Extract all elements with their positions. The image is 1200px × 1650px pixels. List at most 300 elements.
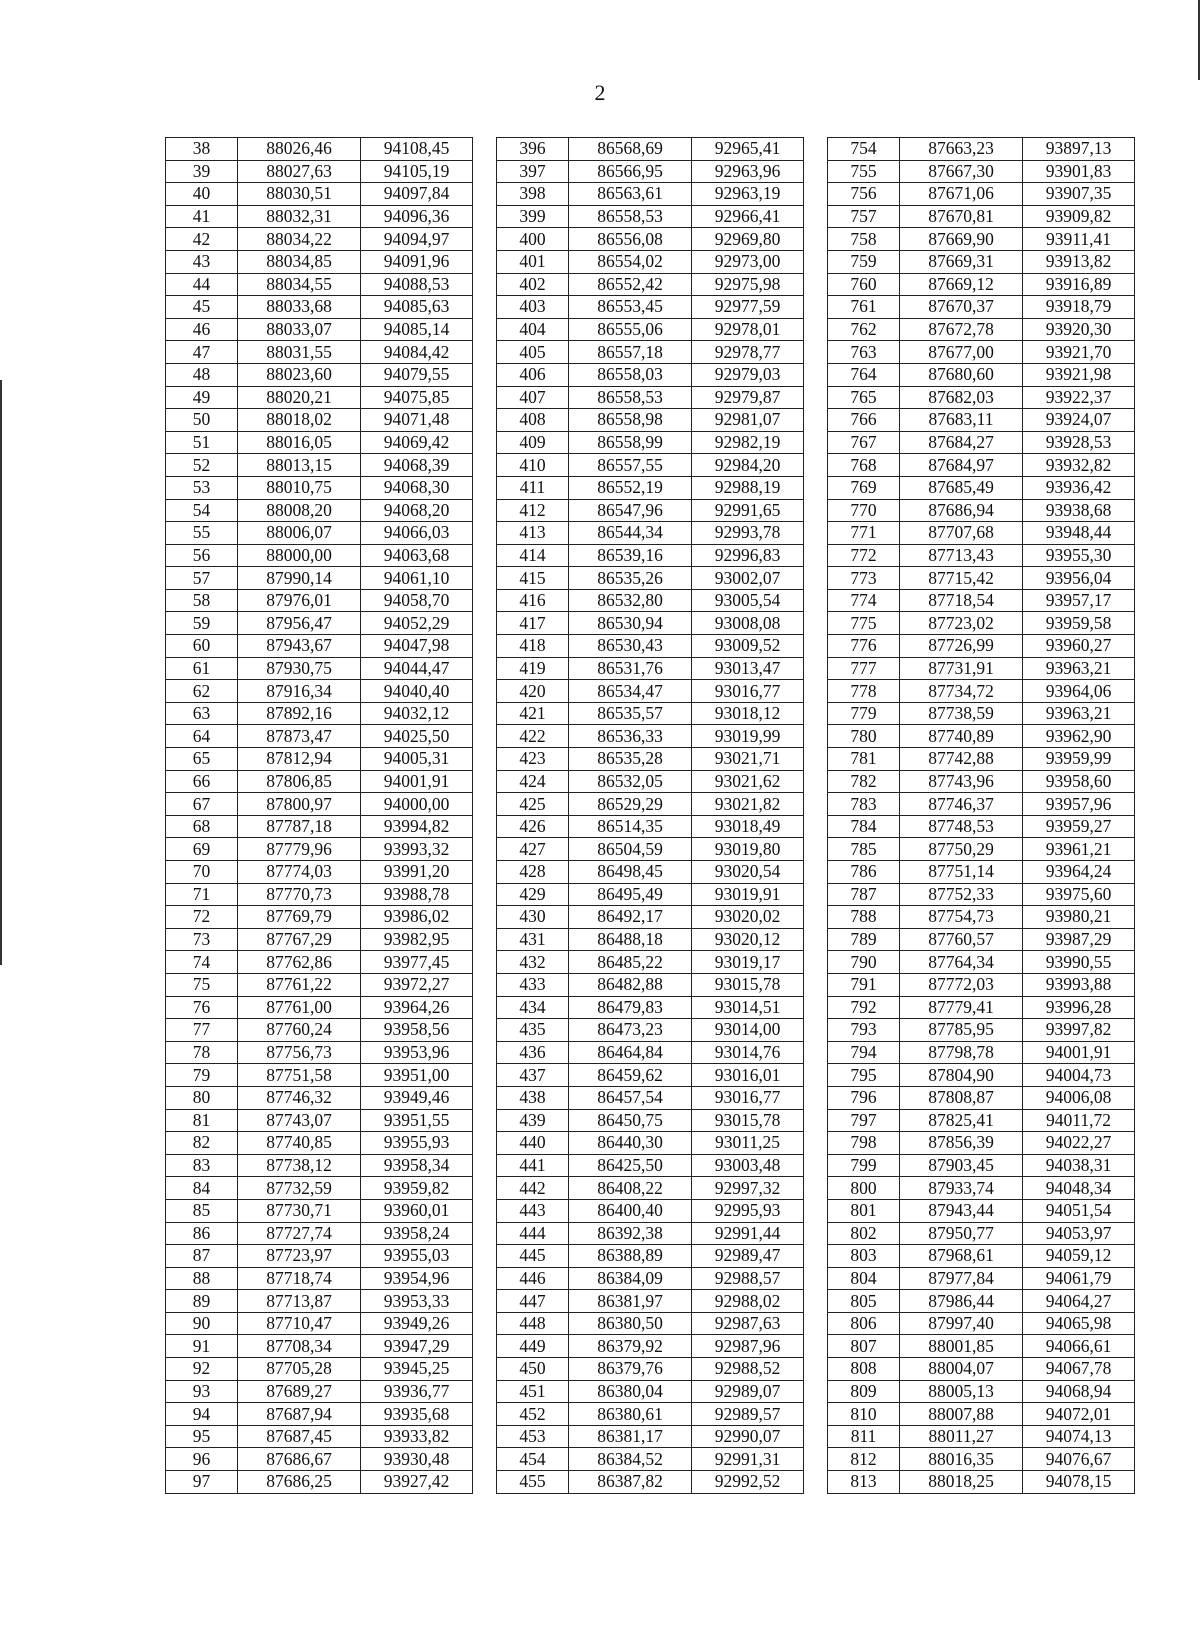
y-coordinate-cell: 92988,57: [692, 1267, 804, 1290]
x-coordinate-cell: 87671,06: [900, 183, 1023, 206]
y-coordinate-cell: 92992,52: [692, 1471, 804, 1494]
point-number-cell: 406: [497, 363, 569, 386]
y-coordinate-cell: 94097,84: [361, 183, 473, 206]
point-number-cell: 803: [828, 1245, 900, 1268]
table-row: [166, 386, 1135, 409]
y-coordinate-cell: 92963,19: [692, 183, 804, 206]
y-coordinate-cell: 93955,30: [1023, 544, 1135, 567]
column-group-gap: [804, 770, 828, 793]
y-coordinate-cell: 94108,45: [361, 138, 473, 161]
table-row: [166, 296, 1135, 319]
column-group-gap: [473, 250, 497, 273]
y-coordinate-cell: 94096,36: [361, 205, 473, 228]
column-group-gap: [473, 770, 497, 793]
y-coordinate-cell: 94038,31: [1023, 1154, 1135, 1177]
y-coordinate-cell: 93019,80: [692, 838, 804, 861]
y-coordinate-cell: 92981,07: [692, 409, 804, 432]
x-coordinate-cell: 86384,52: [569, 1448, 692, 1471]
point-number-cell: 789: [828, 928, 900, 951]
column-group-gap: [473, 1222, 497, 1245]
point-number-cell: 443: [497, 1199, 569, 1222]
point-number-cell: 453: [497, 1425, 569, 1448]
y-coordinate-cell: 94078,15: [1023, 1471, 1135, 1494]
point-number-cell: 422: [497, 725, 569, 748]
x-coordinate-cell: 86558,98: [569, 409, 692, 432]
y-coordinate-cell: 93933,82: [361, 1425, 473, 1448]
point-number-cell: 428: [497, 861, 569, 884]
column-group-gap: [473, 183, 497, 206]
point-number-cell: 59: [166, 612, 238, 635]
y-coordinate-cell: 93982,95: [361, 928, 473, 951]
x-coordinate-cell: 86485,22: [569, 951, 692, 974]
x-coordinate-cell: 87707,68: [900, 522, 1023, 545]
x-coordinate-cell: 87686,67: [238, 1448, 361, 1471]
column-group-gap: [804, 522, 828, 545]
table-row: [166, 928, 1135, 951]
column-group-gap: [804, 476, 828, 499]
y-coordinate-cell: 93913,82: [1023, 250, 1135, 273]
point-number-cell: 792: [828, 996, 900, 1019]
point-number-cell: 418: [497, 635, 569, 658]
point-number-cell: 759: [828, 250, 900, 273]
point-number-cell: 413: [497, 522, 569, 545]
column-group-gap: [473, 793, 497, 816]
x-coordinate-cell: 87785,95: [900, 1019, 1023, 1042]
point-number-cell: 45: [166, 296, 238, 319]
point-number-cell: 440: [497, 1132, 569, 1155]
y-coordinate-cell: 92978,77: [692, 341, 804, 364]
x-coordinate-cell: 86534,47: [569, 680, 692, 703]
column-group-gap: [473, 1064, 497, 1087]
column-group-gap: [473, 138, 497, 161]
x-coordinate-cell: 86440,30: [569, 1132, 692, 1155]
y-coordinate-cell: 93019,99: [692, 725, 804, 748]
column-group-gap: [804, 635, 828, 658]
x-coordinate-cell: 87734,72: [900, 680, 1023, 703]
x-coordinate-cell: 87740,89: [900, 725, 1023, 748]
point-number-cell: 63: [166, 702, 238, 725]
y-coordinate-cell: 93921,98: [1023, 363, 1135, 386]
column-group-gap: [473, 1267, 497, 1290]
point-number-cell: 55: [166, 522, 238, 545]
column-group-gap: [804, 1267, 828, 1290]
x-coordinate-cell: 86388,89: [569, 1245, 692, 1268]
table-row: [166, 1086, 1135, 1109]
y-coordinate-cell: 92991,44: [692, 1222, 804, 1245]
point-number-cell: 44: [166, 273, 238, 296]
y-coordinate-cell: 92988,52: [692, 1358, 804, 1381]
point-number-cell: 774: [828, 589, 900, 612]
y-coordinate-cell: 93994,82: [361, 815, 473, 838]
x-coordinate-cell: 86558,03: [569, 363, 692, 386]
point-number-cell: 432: [497, 951, 569, 974]
y-coordinate-cell: 93015,78: [692, 973, 804, 996]
point-number-cell: 74: [166, 951, 238, 974]
y-coordinate-cell: 93020,54: [692, 861, 804, 884]
point-number-cell: 397: [497, 160, 569, 183]
x-coordinate-cell: 87687,45: [238, 1425, 361, 1448]
x-coordinate-cell: 86488,18: [569, 928, 692, 951]
y-coordinate-cell: 93013,47: [692, 657, 804, 680]
x-coordinate-cell: 86555,06: [569, 318, 692, 341]
y-coordinate-cell: 94088,53: [361, 273, 473, 296]
y-coordinate-cell: 94032,12: [361, 702, 473, 725]
y-coordinate-cell: 93958,34: [361, 1154, 473, 1177]
table-row: [166, 815, 1135, 838]
point-number-cell: 780: [828, 725, 900, 748]
column-group-gap: [804, 341, 828, 364]
column-group-gap: [473, 1199, 497, 1222]
x-coordinate-cell: 88030,51: [238, 183, 361, 206]
y-coordinate-cell: 94058,70: [361, 589, 473, 612]
point-number-cell: 758: [828, 228, 900, 251]
y-coordinate-cell: 93011,25: [692, 1132, 804, 1155]
x-coordinate-cell: 86479,83: [569, 996, 692, 1019]
point-number-cell: 775: [828, 612, 900, 635]
point-number-cell: 795: [828, 1064, 900, 1087]
point-number-cell: 809: [828, 1380, 900, 1403]
y-coordinate-cell: 94085,63: [361, 296, 473, 319]
x-coordinate-cell: 87708,34: [238, 1335, 361, 1358]
x-coordinate-cell: 87669,12: [900, 273, 1023, 296]
y-coordinate-cell: 92979,03: [692, 363, 804, 386]
x-coordinate-cell: 88034,85: [238, 250, 361, 273]
point-number-cell: 52: [166, 454, 238, 477]
x-coordinate-cell: 87762,86: [238, 951, 361, 974]
column-group-gap: [473, 318, 497, 341]
y-coordinate-cell: 94040,40: [361, 680, 473, 703]
column-group-gap: [804, 454, 828, 477]
point-number-cell: 761: [828, 296, 900, 319]
column-group-gap: [473, 431, 497, 454]
y-coordinate-cell: 92965,41: [692, 138, 804, 161]
column-group-gap: [804, 138, 828, 161]
y-coordinate-cell: 94001,91: [1023, 1041, 1135, 1064]
point-number-cell: 86: [166, 1222, 238, 1245]
point-number-cell: 776: [828, 635, 900, 658]
y-coordinate-cell: 92975,98: [692, 273, 804, 296]
y-coordinate-cell: 94022,27: [1023, 1132, 1135, 1155]
y-coordinate-cell: 93930,48: [361, 1448, 473, 1471]
point-number-cell: 81: [166, 1109, 238, 1132]
point-number-cell: 416: [497, 589, 569, 612]
y-coordinate-cell: 94063,68: [361, 544, 473, 567]
y-coordinate-cell: 93019,17: [692, 951, 804, 974]
x-coordinate-cell: 87986,44: [900, 1290, 1023, 1313]
y-coordinate-cell: 93897,13: [1023, 138, 1135, 161]
y-coordinate-cell: 92984,20: [692, 454, 804, 477]
x-coordinate-cell: 87667,30: [900, 160, 1023, 183]
x-coordinate-cell: 86553,45: [569, 296, 692, 319]
y-coordinate-cell: 94071,48: [361, 409, 473, 432]
point-number-cell: 768: [828, 454, 900, 477]
y-coordinate-cell: 93963,21: [1023, 657, 1135, 680]
x-coordinate-cell: 87779,41: [900, 996, 1023, 1019]
point-number-cell: 415: [497, 567, 569, 590]
y-coordinate-cell: 92995,93: [692, 1199, 804, 1222]
y-coordinate-cell: 93964,24: [1023, 861, 1135, 884]
x-coordinate-cell: 86381,97: [569, 1290, 692, 1313]
column-group-gap: [473, 1358, 497, 1381]
y-coordinate-cell: 93935,68: [361, 1403, 473, 1426]
y-coordinate-cell: 93019,91: [692, 883, 804, 906]
column-group-gap: [473, 544, 497, 567]
x-coordinate-cell: 86531,76: [569, 657, 692, 680]
point-number-cell: 93: [166, 1380, 238, 1403]
column-group-gap: [473, 1177, 497, 1200]
point-number-cell: 794: [828, 1041, 900, 1064]
y-coordinate-cell: 94005,31: [361, 748, 473, 771]
point-number-cell: 805: [828, 1290, 900, 1313]
x-coordinate-cell: 88004,07: [900, 1358, 1023, 1381]
point-number-cell: 807: [828, 1335, 900, 1358]
point-number-cell: 433: [497, 973, 569, 996]
y-coordinate-cell: 93956,04: [1023, 567, 1135, 590]
x-coordinate-cell: 87750,29: [900, 838, 1023, 861]
column-group-gap: [473, 1109, 497, 1132]
y-coordinate-cell: 93954,96: [361, 1267, 473, 1290]
y-coordinate-cell: 93953,96: [361, 1041, 473, 1064]
y-coordinate-cell: 94011,72: [1023, 1109, 1135, 1132]
point-number-cell: 56: [166, 544, 238, 567]
point-number-cell: 762: [828, 318, 900, 341]
column-group-gap: [473, 1245, 497, 1268]
x-coordinate-cell: 86384,09: [569, 1267, 692, 1290]
y-coordinate-cell: 93959,82: [361, 1177, 473, 1200]
table-row: [166, 861, 1135, 884]
point-number-cell: 427: [497, 838, 569, 861]
column-group-gap: [473, 1041, 497, 1064]
x-coordinate-cell: 88034,55: [238, 273, 361, 296]
y-coordinate-cell: 94025,50: [361, 725, 473, 748]
point-number-cell: 399: [497, 205, 569, 228]
column-group-gap: [473, 499, 497, 522]
column-group-gap: [804, 680, 828, 703]
x-coordinate-cell: 87856,39: [900, 1132, 1023, 1155]
point-number-cell: 811: [828, 1425, 900, 1448]
y-coordinate-cell: 93924,07: [1023, 409, 1135, 432]
x-coordinate-cell: 87682,03: [900, 386, 1023, 409]
column-group-gap: [804, 815, 828, 838]
point-number-cell: 407: [497, 386, 569, 409]
point-number-cell: 87: [166, 1245, 238, 1268]
x-coordinate-cell: 87684,97: [900, 454, 1023, 477]
y-coordinate-cell: 94066,03: [361, 522, 473, 545]
x-coordinate-cell: 87752,33: [900, 883, 1023, 906]
table-row: [166, 1267, 1135, 1290]
column-group-gap: [473, 1335, 497, 1358]
y-coordinate-cell: 93953,33: [361, 1290, 473, 1313]
x-coordinate-cell: 86535,26: [569, 567, 692, 590]
y-coordinate-cell: 93020,02: [692, 906, 804, 929]
x-coordinate-cell: 87730,71: [238, 1199, 361, 1222]
column-group-gap: [804, 1041, 828, 1064]
y-coordinate-cell: 93932,82: [1023, 454, 1135, 477]
point-number-cell: 806: [828, 1312, 900, 1335]
y-coordinate-cell: 93958,60: [1023, 770, 1135, 793]
point-number-cell: 446: [497, 1267, 569, 1290]
point-number-cell: 68: [166, 815, 238, 838]
x-coordinate-cell: 87677,00: [900, 341, 1023, 364]
x-coordinate-cell: 87943,67: [238, 635, 361, 658]
table-row: [166, 973, 1135, 996]
x-coordinate-cell: 86566,95: [569, 160, 692, 183]
column-group-gap: [473, 1448, 497, 1471]
y-coordinate-cell: 93990,55: [1023, 951, 1135, 974]
point-number-cell: 85: [166, 1199, 238, 1222]
y-coordinate-cell: 92989,47: [692, 1245, 804, 1268]
point-number-cell: 429: [497, 883, 569, 906]
x-coordinate-cell: 87746,37: [900, 793, 1023, 816]
x-coordinate-cell: 86381,17: [569, 1425, 692, 1448]
x-coordinate-cell: 88013,15: [238, 454, 361, 477]
point-number-cell: 41: [166, 205, 238, 228]
y-coordinate-cell: 93918,79: [1023, 296, 1135, 319]
point-number-cell: 398: [497, 183, 569, 206]
column-group-gap: [804, 1132, 828, 1155]
y-coordinate-cell: 93996,28: [1023, 996, 1135, 1019]
x-coordinate-cell: 88018,02: [238, 409, 361, 432]
point-number-cell: 801: [828, 1199, 900, 1222]
x-coordinate-cell: 87685,49: [900, 476, 1023, 499]
table-row: [166, 160, 1135, 183]
point-number-cell: 434: [497, 996, 569, 1019]
column-group-gap: [804, 1199, 828, 1222]
x-coordinate-cell: 86552,19: [569, 476, 692, 499]
point-number-cell: 813: [828, 1471, 900, 1494]
y-coordinate-cell: 94064,27: [1023, 1290, 1135, 1313]
x-coordinate-cell: 87760,24: [238, 1019, 361, 1042]
column-group-gap: [804, 1425, 828, 1448]
point-number-cell: 97: [166, 1471, 238, 1494]
x-coordinate-cell: 86568,69: [569, 138, 692, 161]
x-coordinate-cell: 87683,11: [900, 409, 1023, 432]
x-coordinate-cell: 88016,35: [900, 1448, 1023, 1471]
column-group-gap: [804, 1177, 828, 1200]
column-group-gap: [804, 250, 828, 273]
y-coordinate-cell: 93961,21: [1023, 838, 1135, 861]
column-group-gap: [473, 1380, 497, 1403]
table-row: [166, 1380, 1135, 1403]
point-number-cell: 46: [166, 318, 238, 341]
column-group-gap: [804, 363, 828, 386]
point-number-cell: 810: [828, 1403, 900, 1426]
table-row: [166, 544, 1135, 567]
table-row: [166, 409, 1135, 432]
point-number-cell: 454: [497, 1448, 569, 1471]
y-coordinate-cell: 94066,61: [1023, 1335, 1135, 1358]
point-number-cell: 777: [828, 657, 900, 680]
y-coordinate-cell: 93949,26: [361, 1312, 473, 1335]
y-coordinate-cell: 92982,19: [692, 431, 804, 454]
y-coordinate-cell: 93991,20: [361, 861, 473, 884]
y-coordinate-cell: 94068,30: [361, 476, 473, 499]
x-coordinate-cell: 87705,28: [238, 1358, 361, 1381]
table-row: [166, 657, 1135, 680]
x-coordinate-cell: 86563,61: [569, 183, 692, 206]
point-number-cell: 69: [166, 838, 238, 861]
column-group-gap: [804, 589, 828, 612]
x-coordinate-cell: 87950,77: [900, 1222, 1023, 1245]
table-row: [166, 883, 1135, 906]
point-number-cell: 91: [166, 1335, 238, 1358]
y-coordinate-cell: 94072,01: [1023, 1403, 1135, 1426]
table-row: [166, 1109, 1135, 1132]
y-coordinate-cell: 93955,03: [361, 1245, 473, 1268]
y-coordinate-cell: 94075,85: [361, 386, 473, 409]
point-number-cell: 70: [166, 861, 238, 884]
y-coordinate-cell: 94006,08: [1023, 1086, 1135, 1109]
y-coordinate-cell: 93963,21: [1023, 702, 1135, 725]
point-number-cell: 779: [828, 702, 900, 725]
point-number-cell: 51: [166, 431, 238, 454]
y-coordinate-cell: 93002,07: [692, 567, 804, 590]
y-coordinate-cell: 93901,83: [1023, 160, 1135, 183]
column-group-gap: [473, 1290, 497, 1313]
column-group-gap: [804, 906, 828, 929]
x-coordinate-cell: 86547,96: [569, 499, 692, 522]
y-coordinate-cell: 93945,25: [361, 1358, 473, 1381]
y-coordinate-cell: 92969,80: [692, 228, 804, 251]
x-coordinate-cell: 86473,23: [569, 1019, 692, 1042]
y-coordinate-cell: 93922,37: [1023, 386, 1135, 409]
x-coordinate-cell: 87798,78: [900, 1041, 1023, 1064]
x-coordinate-cell: 87956,47: [238, 612, 361, 635]
column-group-gap: [473, 928, 497, 951]
point-number-cell: 412: [497, 499, 569, 522]
x-coordinate-cell: 87670,81: [900, 205, 1023, 228]
table-row: [166, 589, 1135, 612]
x-coordinate-cell: 87760,57: [900, 928, 1023, 951]
x-coordinate-cell: 87669,90: [900, 228, 1023, 251]
y-coordinate-cell: 94048,34: [1023, 1177, 1135, 1200]
x-coordinate-cell: 87689,27: [238, 1380, 361, 1403]
y-coordinate-cell: 94094,97: [361, 228, 473, 251]
column-group-gap: [473, 612, 497, 635]
x-coordinate-cell: 86379,92: [569, 1335, 692, 1358]
y-coordinate-cell: 92973,00: [692, 250, 804, 273]
point-number-cell: 58: [166, 589, 238, 612]
x-coordinate-cell: 87740,85: [238, 1132, 361, 1155]
column-group-gap: [804, 1312, 828, 1335]
point-number-cell: 72: [166, 906, 238, 929]
x-coordinate-cell: 88001,85: [900, 1335, 1023, 1358]
point-number-cell: 766: [828, 409, 900, 432]
y-coordinate-cell: 93957,96: [1023, 793, 1135, 816]
column-group-gap: [473, 680, 497, 703]
x-coordinate-cell: 86557,55: [569, 454, 692, 477]
y-coordinate-cell: 92996,83: [692, 544, 804, 567]
table-row: [166, 499, 1135, 522]
column-group-gap: [804, 386, 828, 409]
point-number-cell: 808: [828, 1358, 900, 1381]
y-coordinate-cell: 94085,14: [361, 318, 473, 341]
point-number-cell: 771: [828, 522, 900, 545]
x-coordinate-cell: 87764,34: [900, 951, 1023, 974]
point-number-cell: 90: [166, 1312, 238, 1335]
column-group-gap: [473, 657, 497, 680]
x-coordinate-cell: 86492,17: [569, 906, 692, 929]
column-group-gap: [473, 454, 497, 477]
column-group-gap: [804, 1358, 828, 1381]
x-coordinate-cell: 88016,05: [238, 431, 361, 454]
x-coordinate-cell: 88008,20: [238, 499, 361, 522]
x-coordinate-cell: 88033,68: [238, 296, 361, 319]
point-number-cell: 408: [497, 409, 569, 432]
point-number-cell: 802: [828, 1222, 900, 1245]
point-number-cell: 447: [497, 1290, 569, 1313]
table-row: [166, 228, 1135, 251]
